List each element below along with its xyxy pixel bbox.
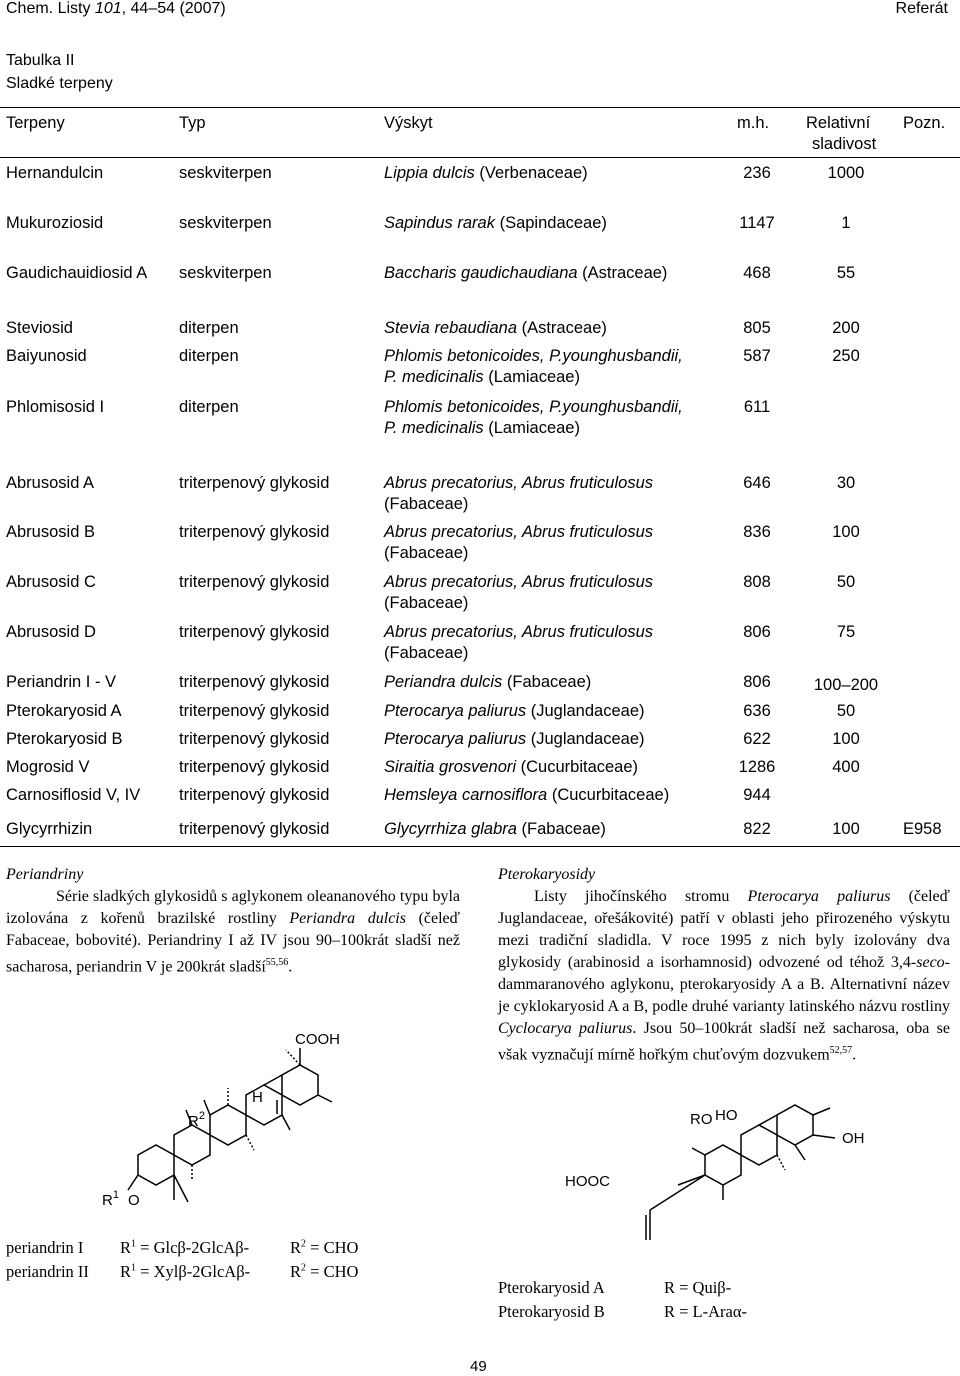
header-pages: , 44–54 (2007) [121,0,226,17]
cell-relative-sweetness: 1000 [827,164,865,182]
cell-type: seskviterpen [179,214,272,232]
legend-compound-name: periandrin II [6,1262,89,1281]
cell-type: seskviterpen [179,164,272,182]
cell-terpene-name: Hernandulcin [6,164,104,182]
cell-type: triterpenový glykosid [179,730,330,748]
legend-r: R = L-Araα- [664,1302,748,1321]
cell-occurrence: Glycyrrhiza glabra (Fabaceae) [384,820,606,838]
legend-r1: $R^1$ = Glcβ-2GlcAβ- [120,1238,250,1257]
pterokaryosid-structure [560,1100,890,1260]
periandriny-heading: Periandriny [6,866,84,883]
cell-molar-mass: 622 [743,730,771,748]
cell-occurrence-line2: (Fabaceae) [384,495,469,513]
citation-superscript: 52,57 [829,1045,853,1056]
col-header-vyskyt: Výskyt [384,114,433,132]
legend-r1: $R^1$ = Xylβ-2GlcAβ- [120,1262,251,1281]
table-bottom-rule [0,846,960,847]
cell-molar-mass: 806 [743,623,771,641]
table-subtitle: Sladké terpeny [6,75,113,92]
ring-b [705,1145,741,1185]
cell-relative-sweetness: 55 [836,264,856,282]
r2-label: $R^2$ [188,1110,205,1130]
cell-type: triterpenový glykosid [179,573,330,591]
ring-b [174,1125,210,1165]
cell-terpene-name: Abrusosid D [6,623,96,641]
cell-occurrence: Abrus precatorius, Abrus fruticulosus [384,474,654,492]
cell-relative-sweetness: 100 [832,820,860,838]
cell-terpene-name: Carnosiflosid V, IV [6,786,141,804]
cell-molar-mass: 587 [743,347,771,365]
cell-molar-mass: 468 [743,264,771,282]
col-header-terpeny: Terpeny [6,114,65,132]
cell-terpene-name: Gaudichauidiosid A [6,264,148,282]
cell-type: diterpen [179,319,239,337]
cell-type: seskviterpen [179,264,272,282]
table-top-rule [0,107,960,108]
r1-label: $R^1$ [102,1189,119,1209]
cell-terpene-name: Abrusosid C [6,573,96,591]
cell-relative-sweetness: 50 [836,702,856,720]
cell-terpene-name: Phlomisosid I [6,398,105,416]
periandriny-section [6,864,460,978]
col-header-mh: m.h. [737,114,770,132]
cell-molar-mass: 806 [743,673,771,691]
cell-occurrence: Periandra dulcis (Fabaceae) [384,673,592,691]
cell-relative-sweetness: 30 [836,474,856,492]
cell-terpene-name: Pterokaryosid A [6,702,122,720]
ring-d [777,1105,813,1145]
cell-terpene-name: Abrusosid B [6,523,95,541]
cell-relative-sweetness: 100 [832,730,860,748]
table-header-rule [0,157,960,158]
cell-terpene-name: Pterokaryosid B [6,730,123,748]
journal-header [6,0,226,18]
cell-relative-sweetness: 100 [832,523,860,541]
cell-occurrence: Pterocarya paliurus (Juglandaceae) [384,730,645,748]
oh-label: OH [842,1130,865,1147]
periandrin-structure [90,1030,420,1230]
ring-c [210,1105,246,1145]
cell-type: triterpenový glykosid [179,474,330,492]
cell-molar-mass: 611 [743,398,771,416]
cell-occurrence-line2: (Fabaceae) [384,644,469,662]
table-title: Tabulka II [6,52,75,69]
col-header-relativni: Relativní [806,114,871,132]
cell-relative-sweetness: 1 [841,214,851,232]
ho-label: HO [715,1107,738,1124]
cell-molar-mass: 1286 [738,758,776,776]
page-number: 49 [470,1358,487,1375]
o-label: O [128,1192,140,1209]
cell-occurrence: Phlomis betonicoides, P.younghusbandii, [384,398,683,416]
cell-relative-sweetness: 400 [832,758,860,776]
cell-occurrence: Abrus precatorius, Abrus fruticulosus [384,623,654,641]
header-journal: Chem. Listy [6,0,95,17]
cell-relative-sweetness: 75 [836,623,856,641]
header-volume: 101 [94,0,122,17]
cell-occurrence: Phlomis betonicoides, P.younghusbandii, [384,347,683,365]
cell-terpene-name: Baiyunosid [6,347,87,365]
cell-molar-mass: 944 [743,786,771,804]
cell-molar-mass: 1147 [739,214,775,232]
cell-occurrence: Pterocarya paliurus (Juglandaceae) [384,702,645,720]
cell-note: E958 [903,820,942,838]
pterokaryosidy-text: Listy jihočínského stromu Pterocarya paliurus (čeleď Juglandaceae, ořešákovité) patří v oblasti jeho přirozeného výskytu mezi tradiční sladidla. V roce 1995 z nich byly izolovány dva glykosidy (arabinosid a isorhamnosid) odvozené od téhož 3,4-seco-dammaranového aglykonu, pterokaryosidy A a B. Alternativní název je cyklokaryosid A a B, podle druhé varianty latinského názvu rostliny Cyclocarya paliurus. Jsou 50–100krát sladší než sacharosa, oba se však vyznačují mírně hořkým chuťovým dozvukem$^{52,57}$. [498,888,951,1064]
legend-compound-name: Pterokaryosid A [498,1278,605,1297]
periandriny-text: Série sladkých glykosidů s aglykonem oleananového typu byla izolována z kořenů brazilské rostliny Periandra dulcis (čeleď Fabaceae, bobovité). Periandriny I až IV jsou 90–100krát sladší než sacharosa, periandrin V je 200krát sladší$^{55,56}$. [6,888,460,976]
cell-type: diterpen [179,398,239,416]
cell-occurrence-line2: P. medicinalis (Lamiaceae) [384,419,580,437]
col-header-typ: Typ [179,114,206,132]
cell-type: triterpenový glykosid [179,673,330,691]
cell-terpene-name: Steviosid [6,319,73,337]
cell-terpene-name: Mukuroziosid [6,214,104,232]
cell-occurrence-line2: (Fabaceae) [384,544,469,562]
header-section: Referát [895,0,948,17]
ring-e [282,1065,318,1105]
cell-type: triterpenový glykosid [179,523,330,541]
pterokaryosidy-section [498,864,950,1066]
col-header-pozn: Pozn. [903,114,946,132]
cell-occurrence: Siraitia grosvenori (Cucurbitaceae) [384,758,639,776]
cell-relative-sweetness: 100–200 [813,676,879,694]
cell-molar-mass: 822 [743,820,771,838]
cell-occurrence-line2: (Fabaceae) [384,594,469,612]
cell-occurrence-line2: P. medicinalis (Lamiaceae) [384,368,580,386]
col-header-sladivost: sladivost [812,135,877,153]
cell-terpene-name: Glycyrrhizin [6,820,93,838]
cell-type: diterpen [179,347,239,365]
cell-terpene-name: Abrusosid A [6,474,95,492]
cell-occurrence: Sapindus rarak (Sapindaceae) [384,214,607,232]
cell-occurrence: Lippia dulcis (Verbenaceae) [384,164,588,182]
cell-molar-mass: 805 [743,319,771,337]
cell-molar-mass: 836 [743,523,771,541]
cell-occurrence: Hemsleya carnosiflora (Cucurbitaceae) [384,786,670,804]
cell-type: triterpenový glykosid [179,786,330,804]
cell-molar-mass: 808 [743,573,771,591]
legend-r: R = Quiβ- [664,1278,732,1297]
hooc-label: HOOC [565,1173,610,1190]
cell-terpene-name: Periandrin I - V [6,673,117,691]
cell-relative-sweetness: 50 [836,573,856,591]
cell-type: triterpenový glykosid [179,758,330,776]
cell-molar-mass: 646 [743,474,771,492]
cell-occurrence: Stevia rebaudiana (Astraceae) [384,319,607,337]
cell-relative-sweetness: 200 [832,319,860,337]
h-label: H [252,1089,263,1106]
cell-occurrence: Abrus precatorius, Abrus fruticulosus [384,523,654,541]
pterokaryosidy-heading: Pterokaryosidy [498,866,596,883]
cell-type: triterpenový glykosid [179,623,330,641]
legend-compound-name: Pterokaryosid B [498,1302,605,1321]
citation-superscript: 55,56 [265,957,289,968]
cell-molar-mass: 636 [743,702,771,720]
ring-a [138,1145,174,1185]
cell-type: triterpenový glykosid [179,820,330,838]
cell-occurrence: Abrus precatorius, Abrus fruticulosus [384,573,654,591]
cell-occurrence: Baccharis gaudichaudiana (Astraceae) [384,264,668,282]
ro-label: RO [690,1111,713,1128]
ring-c [741,1125,777,1165]
cell-type: triterpenový glykosid [179,702,330,720]
legend-r2: $R^2$ = CHO [290,1238,359,1257]
cell-relative-sweetness: 250 [832,347,860,365]
legend-r2: $R^2$ = CHO [290,1262,359,1281]
cell-terpene-name: Mogrosid V [6,758,90,776]
legend-compound-name: periandrin I [6,1238,84,1257]
cell-molar-mass: 236 [743,164,771,182]
cooh-label: COOH [295,1031,340,1048]
